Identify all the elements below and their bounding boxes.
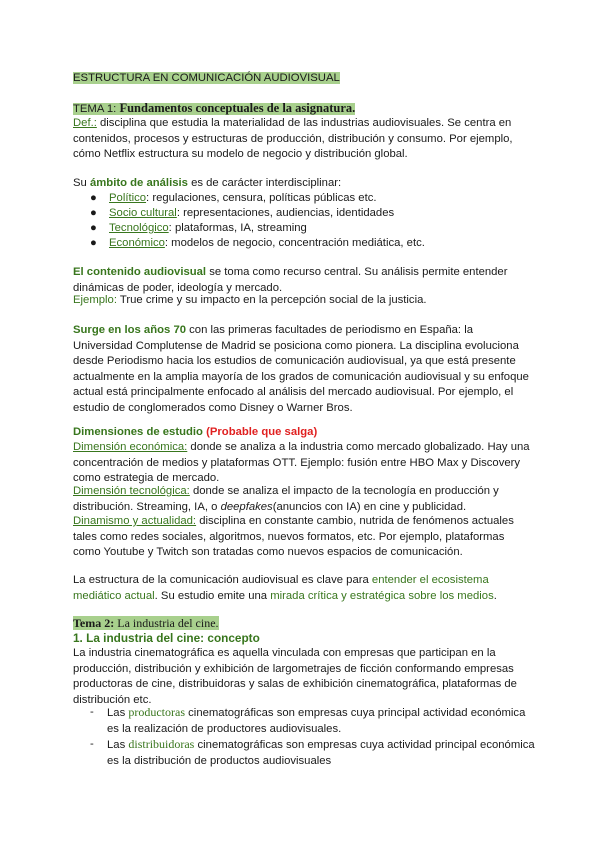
dimension-tecnologica: Dimensión tecnológica: donde se analiza el impacto de la tecnología en producción y distribución. Streaming, IA, o deepfakes(anuncios con IA) en cine y publicidad. — [73, 485, 499, 513]
document-title: ESTRUCTURA EN COMUNICACIÓN AUDIOVISUAL — [73, 72, 340, 84]
exam-note: (Probable que salga) — [206, 426, 318, 438]
dinamismo-paragraph: Dinamismo y actualidad: disciplina en constante cambio, nutrida de fenómenos actuales tales como redes sociales, algoritmos, nuevos formatos, etc. Por ejemplo, plataformas como Youtube y Twitch son tratadas como nuevos espacios de comunicación. — [73, 515, 514, 559]
dash-list-item: - Las productoras cinematográficas son empresas cuya principal actividad económica es la realización de productores audiovisuales. — [90, 705, 526, 735]
ejemplo-line: Ejemplo: True crime y su impacto en la percepción social de la justicia. — [73, 294, 427, 306]
dimension-economica: Dimensión económica: donde se analiza a la industria como mercado globalizado. Hay una concentración de medios y plataformas OTT. Ejemplo: fusión entre HBO Max y Discovery como estrategia de mercado. — [73, 441, 530, 485]
def-text: disciplina que estudia la materialidad de las industrias audiovisuales. Se centra en contenidos, procesos y estructuras de producción, distribución y consumo. Por ejemplo, cómo Netflix estructura su modelo de negocio y distribución global. — [73, 117, 513, 161]
tema2-heading: Tema 2: La industria del cine. — [73, 616, 219, 630]
surge-paragraph: Surge en los años 70 con las primeras facultades de periodismo en España: la Universidad Complutense de Madrid se posiciona como pionera. La disciplina evoluciona desde Periodismo hacia los estudios de comunicación audiovisual, ya que está presente actualmente en la amplia mayoría de los grados de comunicación audiovisual y su enfoque actual está principalmente enfocado al análisis del mercado audiovisual. Por ejemplo, el estudio de conglomerados como Disney o Warner Bros. — [73, 324, 529, 414]
bullet-icon: ● — [90, 207, 97, 219]
dash-bullet: - — [90, 706, 94, 718]
ambito-intro: Su ámbito de análisis es de carácter interdisciplinar: — [73, 177, 342, 189]
document-page: ESTRUCTURA EN COMUNICACIÓN AUDIOVISUAL TEMA 1: Fundamentos conceptuales de la asignatura. Def.: disciplina que estudia la materialidad de las industrias audiovisuales. Se centra en contenidos, procesos y estructuras de producción, distribución y consumo. Por ejemplo, cómo Netflix estructura su modelo de negocio y distribución global. Su ámbito de análisis es de carácter interdisciplinar: ● Político: regulaciones, censura, políticas públicas etc. ● Socio cultural: representaciones, audiencias, identidades ● Tecnológico: plataformas, IA, streaming ● Económico: modelos de negocio, concentración mediática, etc. El contenido audiovisual se toma como recurso central. Su análisis permite entender dinámicas de poder, ideología y mercado. Ejemplo: True crime y su impacto en la percepción social de la justicia. Surge en los años 70 con las primeras facultades de periodismo en España: la Universidad Complutense de Madrid se posiciona como pionera. La disciplina evoluciona desde Periodismo hacia los estudios de comunicación audiovisual, ya que está presente actualmente en la amplia mayoría de los grados de comunicación audiovisual y su enfoque actual está principalmente enfocado al análisis del mercado audiovisual. Por ejemplo, el estudio de conglomerados como Disney o Warner Bros. Dimensiones de estudio (Probable que salga) Dimensión económica: donde se analiza a la industria como mercado globalizado. Hay una concentración de medios y plataformas OTT. Ejemplo: fusión entre HBO Max y Discovery como estrategia de mercado. Dimensión tecnológica: donde se analiza el impacto de la tecnología en producción y distribución. Streaming, IA, o deepfakes(anuncios con IA) en cine y publicidad. Dinamismo y actualidad: disciplina en constante cambio, nutrida de fenómenos actuales tales como redes sociales, algoritmos, nuevos formatos, etc. Por ejemplo, plataformas como Youtube y Twitch son tratadas como nuevos espacios de comunicación. La estructura de la comunicación audiovisual es clave para entender el ecosistema mediático actual. Su estudio emite una mirada crítica y estratégica sobre los medios. Tema 2: La industria del cine. 1. La industria del cine: concepto La industria cinematográfica es aquella vinculada con empresas que participan en la producción, distribución y exhibición de largometrajes de ficción conformando empresas productoras de cine, distribuidoras y salas de exhibición cinematográfica, plataformas de distribución etc. - Las productoras cinematográficas son empresas cuya principal actividad económica es la realización de productores audiovisuales. - Las distribuidoras cinematográficas son empresas cuya actividad principal económica es la distribución de productos audiovisuales — [0, 0, 600, 848]
dash-list-item: - Las distribuidoras cinematográficas son empresas cuya actividad principal económica es la distribución de productos audiovisuales — [90, 737, 535, 767]
dash-bullet: - — [90, 738, 94, 750]
clave-paragraph: La estructura de la comunicación audiovisual es clave para entender el ecosistema mediático actual. Su estudio emite una mirada crítica y estratégica sobre los medios. — [73, 574, 497, 602]
def-label: Def.: — [73, 117, 97, 129]
tema1-heading: TEMA 1: Fundamentos conceptuales de la asignatura. — [73, 101, 356, 115]
bullet-icon: ● — [90, 237, 97, 249]
bullet-icon: ● — [90, 192, 97, 204]
tema2-subheading: 1. La industria del cine: concepto — [73, 631, 260, 645]
dimensiones-heading: Dimensiones de estudio (Probable que salga) — [73, 426, 318, 438]
bullet-icon: ● — [90, 222, 97, 234]
tema2-paragraph: La industria cinematográfica es aquella vinculada con empresas que participan en la producción, distribución y exhibición de largometrajes de ficción conformando empresas productoras de cine, distribuidoras y salas de exhibición cinematográfica, plataformas de distribución etc. — [73, 647, 517, 706]
definition-paragraph — [73, 116, 533, 163]
contenido-paragraph: El contenido audiovisual se toma como recurso central. Su análisis permite entender dinámicas de poder, ideología y mercado. — [73, 266, 508, 294]
